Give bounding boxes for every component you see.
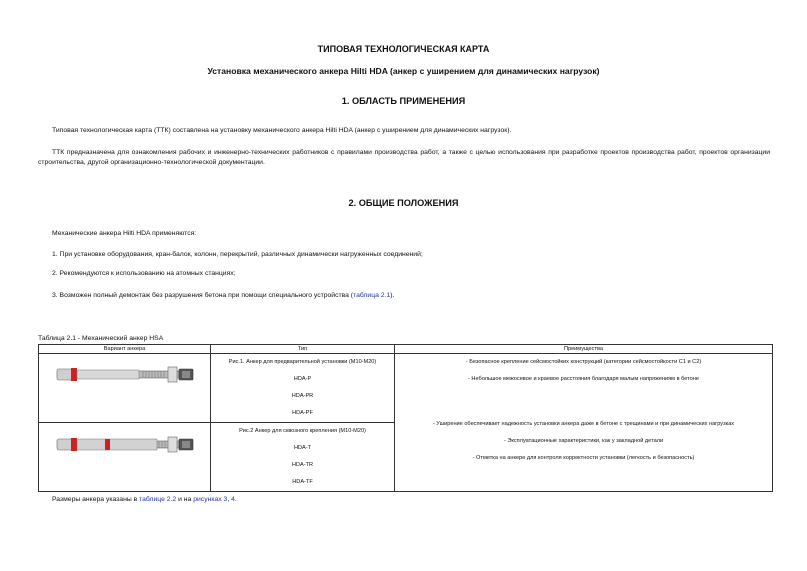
section-2-intro: Механические анкера Hilti HDA применяются: [52, 230, 197, 237]
anchor-hda-p-image [47, 359, 207, 389]
section-2-heading: 2. ОБЩИЕ ПОЛОЖЕНИЯ [348, 198, 459, 208]
type-hda-pf: HDA-PF [292, 410, 313, 416]
type-hda-t: HDA-T [293, 445, 312, 451]
section-2-item-1: 1. При установке оборудования, кран-балок, колонн, перекрытий, различных динамически нагруженных соединений; [52, 251, 423, 258]
advantage-5: - Отметка на анкере для контроля корректности установки (легкость и безопасность) [472, 455, 695, 461]
type-cell-through [211, 423, 395, 492]
item-3-text: 3. Возможен полный демонтаж без разрушения бетона при помощи специального устройства ( [52, 292, 354, 299]
anchor-hda-t-image [47, 429, 207, 459]
type-hda-tr: HDA-TR [291, 462, 314, 468]
document-subtitle: Установка механического анкера Hilti HDA (анкер с уширением для динамических нагрузок) [207, 66, 600, 76]
type-through-title: Рис.2 Анкер для сквозного крепления (М10-М20) [239, 428, 366, 434]
footnote-text-4: . [234, 496, 237, 503]
section-1-para-1: Типовая технологическая карта (ТТК) составлена на установку механического анкера Hilti HDA (анкер с уширением для динамических нагрузок). [52, 127, 512, 134]
advantage-1: - Безопасное крепление сейсмостойких конструкций (категории сейсмостойкости С1 и С2) [465, 359, 702, 365]
type-hda-pr: HDA-PR [291, 393, 314, 399]
type-cell-preset [211, 354, 395, 423]
table-2-1-link[interactable]: таблица 2.1 [353, 292, 391, 299]
header-type: Тип [211, 345, 395, 354]
type-hda-tf: HDA-TF [292, 479, 313, 485]
footnote-text-3: , [227, 496, 232, 503]
section-2-item-3 [52, 291, 394, 301]
anchor-image-cell [39, 423, 211, 492]
footnote [52, 495, 237, 505]
advantage-3: - Ушиpение обеспечивает надежность установки анкера даже в бетоне с трещинами и при динамических нагрузках [432, 421, 735, 427]
section-1-para-2: ТТК предназначена для ознакомления рабочих и инженерно-технических работников с правилами производства работ, а также с целью использования при разработке проектов производства работ, проектов организации строительства, другой организационно-технологической документации. [38, 149, 770, 166]
anchor-table [38, 344, 773, 492]
header-variant: Вариант анкера [39, 345, 211, 354]
anchor-image-cell [39, 354, 211, 423]
table-row [39, 354, 773, 423]
section-1-heading: 1. ОБЛАСТЬ ПРИМЕНЕНИЯ [341, 96, 466, 106]
table-header-row [39, 345, 773, 354]
header-advantages: Преимущества [395, 345, 773, 354]
table-2-2-link[interactable]: таблице 2.2 [139, 496, 177, 503]
type-preset-title: Рис.1. Анкер для предварительной установки (М10-М20) [228, 359, 377, 365]
footnote-text-1: Размеры анкера указаны в [52, 496, 140, 503]
footnote-text-2: и на [176, 496, 194, 503]
type-hda-p: HDA-P [293, 376, 312, 382]
table-caption: Таблица 2.1 - Механический анкер HSA [38, 335, 164, 342]
section-2-item-2: 2. Рекомендуются к использованию на атомных станциях; [52, 270, 236, 277]
advantage-2: - Небольшое межосевое и краевое расстояния благодаря малым напряжениям в бетоне [468, 376, 699, 382]
figure-3-link[interactable]: рисунках 3 [193, 496, 228, 503]
advantages-cell [395, 354, 773, 492]
item-3-end: ). [390, 292, 395, 299]
advantage-4: - Эксплуатационные характеристики, как у закладной детали [503, 438, 664, 444]
figure-4-link[interactable]: 4 [231, 496, 235, 503]
document-title: ТИПОВАЯ ТЕХНОЛОГИЧЕСКАЯ КАРТА [317, 44, 490, 54]
